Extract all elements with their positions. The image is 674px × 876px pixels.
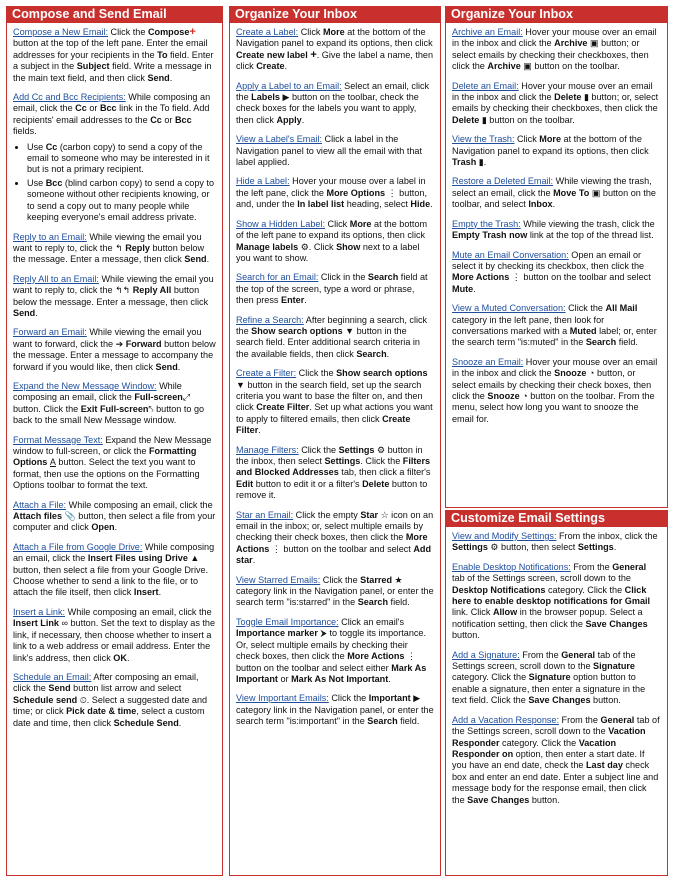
entry: Add a Vacation Response: From the General tab of the Settings screen, scroll down to the Vacation Responder category. Click the Vacation Responder on option, then enter a start date. If you have an end date, check the Last day check box and enter an end date. Enter a subject line and message body for the response email, then click the Save Changes button. — [452, 714, 660, 805]
entry: Attach a File: While composing an email, click the Attach files 📎 button, then select a file from your computer and click Open. — [13, 499, 216, 533]
archive-icon: ▣ — [523, 61, 532, 72]
column-organize-2 — [445, 6, 668, 876]
more-options-icon: ⋮ — [271, 543, 281, 554]
entry-term: Attach a File from Google Drive: — [13, 541, 143, 552]
list-item: • Use Bcc (blind carbon copy) to send a copy to someone without other recipients knowing, or to send a copy out to many people while keeping everyone's email address private. — [27, 178, 216, 224]
entry: Reply to an Email: While viewing the email you want to reply to, click the ↰ Reply button below the message. Enter a message, then click Send. — [13, 231, 210, 265]
entry: Refine a Search: After beginning a search, click the Show search options ▼ button in the search field. Enter additional search criteria in the available fields, then click Search. — [236, 314, 428, 359]
entry: View and Modify Settings: From the inbox, click the Settings ⚙ button, then select Settings. — [452, 531, 658, 553]
entry-term: Attach a File: — [13, 499, 67, 510]
entry-term: Empty the Trash: — [452, 218, 521, 229]
entry: Enable Desktop Notifications: From the General tab of the Settings screen, scroll down to the Desktop Notifications category. Click the Click here to enable desktop notifications for Gmail link. Click Allow in the browser popup. Select a notification setting, then click the Save Changes button. — [452, 561, 651, 641]
caret-down-icon: ▼ — [345, 325, 355, 336]
entry: Attach a File from Google Drive: While composing an email, click the Insert Files using Drive ▲ button, then select a file from your Google Drive. Choose whether to send a link to the file, or to attach the file itself, then click Insert. — [13, 541, 215, 598]
section-body — [445, 527, 668, 876]
entry: Snooze an Email: Hover your mouse over an email in the inbox and click the Snooze ◔ button, or select emails by checking their check boxes, then click the Snooze ◔ button on the toolbar. From the menu, select how long you want to snooze the email for. — [452, 356, 658, 424]
entry: Reply All to an Email: While viewing the email you want to reply to, click the ↰↰ Reply All button below the message. Enter a message, then click Send. — [13, 273, 214, 318]
plus-icon: + — [310, 48, 317, 61]
entry-term: Enable Desktop Notifications: — [452, 561, 571, 572]
entry: Restore a Deleted Email: While viewing the trash, select an email, click the Move To ▣ button on the toolbar, and select Inbox. — [452, 176, 656, 210]
entry: Add a Signature: From the General tab of the Settings screen, scroll down to the Signature category. Click the Signature option button to enable a signature, then enter a signature in the text field. Click the Save Changes button. — [452, 649, 646, 706]
section-body — [6, 23, 223, 876]
caret-down-icon: ▼ — [236, 379, 245, 390]
entry-term: Expand the New Message Window: — [13, 380, 157, 391]
trash-icon: ▮ — [583, 92, 589, 103]
entry-term: Hide a Label: — [236, 176, 290, 187]
trash-icon: ▮ — [481, 114, 487, 125]
section-header: Compose and Send Email — [6, 6, 223, 23]
entry: Show a Hidden Label: Click More at the bottom of the left pane to expand its options, then click Manage labels ⚙. Click Show next to a label you want to show. — [236, 218, 428, 263]
entry-term: Compose a New Email: — [13, 27, 109, 37]
plus-icon: + — [189, 26, 196, 38]
entry: Manage Filters: Click the Settings ⚙ button in the inbox, then select Settings. Click the Filters and Blocked Addresses tab, then click a filter's Edit button to edit it or a filter's Delete button to remove it. — [236, 444, 431, 501]
entry: View the Trash: Click More at the bottom of the Navigation panel to expand its options, then click Trash ▮. — [452, 134, 649, 168]
entry-term: Forward an Email: — [13, 327, 87, 338]
entry: Add Cc and Bcc Recipients: While composing an email, click the Cc or Bcc link in the To field. Add recipients' email addresses to the Cc or Bcc fields. — [13, 92, 211, 137]
entry-term: Create a Label: — [236, 27, 299, 37]
section-body — [229, 23, 441, 876]
more-options-icon: ⋮ — [511, 272, 521, 283]
entry-term: Apply a Label to an Email: — [236, 80, 342, 91]
trash-icon: ▮ — [478, 157, 484, 168]
forward-icon: ➔ — [115, 338, 124, 349]
entry: Empty the Trash: While viewing the trash, click the Empty Trash now link at the top of the thread list. — [452, 218, 655, 241]
entry: Create a Filter: Click the Show search options ▼ button in the search field, set up the search criteria you want to base the filter on, and then click Create Filter. Set up what actions you want to apply to filtered emails, then click Create Filter. — [236, 368, 433, 436]
reply-icon: ↰ — [115, 242, 123, 253]
list-item: • Use Cc (carbon copy) to send a copy of the email to someone who may be interested in it but is not a primary recipient. — [27, 142, 216, 176]
entry: Apply a Label to an Email: Select an email, click the Labels ▶ button on the toolbar, check the check boxes for the labels you want to apply, then click Apply. — [236, 80, 430, 125]
entry-term: Add a Signature: — [452, 649, 520, 660]
archive-icon: ▣ — [590, 38, 599, 49]
paperclip-icon: 📎 — [64, 511, 76, 522]
fullscreen-icon: ⤢ — [182, 392, 191, 403]
column-organize-1 — [229, 6, 441, 876]
entry-term: Add Cc and Bcc Recipients: — [13, 92, 126, 103]
gear-icon: ⚙ — [300, 241, 309, 252]
entry: Hide a Label: Hover your mouse over a label in the left pane, click the More Options ⋮ button, and, under the In label list heading, select Hide. — [236, 176, 433, 210]
column-compose — [6, 6, 223, 876]
entry-term: View Starred Emails: — [236, 574, 321, 585]
star-outline-icon: ☆ — [380, 509, 389, 520]
entry-term: Create a Filter: — [236, 368, 297, 379]
entry-term: Reply to an Email: — [13, 231, 87, 242]
entry: Schedule an Email: After composing an email, click the Send button list arrow and select Schedule send ⏲. Select a suggested date and time; or click Pick date & time, select a custom date and time, then click Schedule Send. — [13, 671, 208, 728]
entry: Delete an Email: Hover your mouse over an email in the inbox and click the Delete ▮ button; or, select emails by checking their checkboxes, then click the Delete ▮ button on the toolbar. — [452, 80, 659, 125]
drive-icon: ▲ — [190, 553, 200, 564]
entry: Compose a New Email: Click the Compose+ button at the top of the left pane. Enter the email addresses for your recipients in the To field. Enter a subject in the Subject field. Write a message in the main text field, and then click Send. — [13, 26, 214, 83]
entry-term: Mute an Email Conversation: — [452, 249, 569, 260]
entry-term: Format Message Text: — [13, 434, 103, 445]
entry-term: Snooze an Email: — [452, 356, 524, 367]
entry-term: Show a Hidden Label: — [236, 218, 325, 229]
entry: Archive an Email: Hover your mouse over an email in the inbox and click the Archive ▣ button; or select emails by checking their checkboxes, then click the Archive ▣ button on the toolbar. — [452, 27, 657, 72]
reply-all-icon: ↰↰ — [115, 285, 131, 296]
entry-term: Toggle Email Importance: — [236, 616, 339, 627]
entry-term: Delete an Email: — [452, 80, 519, 91]
gear-icon: ⚙ — [377, 444, 386, 455]
entry-term: View and Modify Settings: — [452, 531, 557, 541]
entry: Mute an Email Conversation: Open an email or select it by checking its checkbox, then click the More Actions ⋮ button on the toolbar and select Mute. — [452, 249, 651, 294]
entry-term: Search for an Email: — [236, 272, 319, 283]
gear-icon: ⚙ — [490, 542, 499, 553]
entry-term: Archive an Email: — [452, 27, 523, 37]
entry-term: View a Label's Email: — [236, 134, 322, 145]
entry: View a Muted Conversation: Click the All Mail category in the left pane, then look for conversations marked with a Muted label; or, enter the search term "is:muted" in the Search field. — [452, 303, 657, 348]
entry-term: Refine a Search: — [236, 314, 304, 325]
entry: Star an Email: Click the empty Star ☆ icon on an email in the inbox; or, select multiple emails by checking their check boxes, then click the More Actions ⋮ button on the toolbar and select Add star. — [236, 509, 434, 566]
entry-term: Star an Email: — [236, 509, 294, 520]
more-options-icon: ⋮ — [407, 651, 416, 662]
section-header: Organize Your Inbox — [445, 6, 668, 23]
entry-term: Add a Vacation Response: — [452, 714, 560, 725]
entry-term: Schedule an Email: — [13, 671, 92, 682]
entry: Create a Label: Click More at the bottom of the Navigation panel to expand its options, then click Create new label +. Give the label a name, then click Create. — [236, 27, 434, 72]
section-header: Customize Email Settings — [445, 510, 668, 527]
link-icon: ∞ — [61, 618, 68, 629]
star-icon: ★ — [394, 574, 403, 585]
exit-fullscreen-icon: ⤣ — [148, 403, 154, 414]
entry: View a Label's Email: Click a label in the Navigation panel to view all the email with that label applied. — [236, 134, 423, 168]
importance-marker-icon: ⮞ — [320, 628, 327, 639]
format-icon: A — [49, 457, 56, 468]
entry: Toggle Email Importance: Click an email's Importance marker ⮞ to toggle its importance. Or, select multiple emails by checking their check boxes, then click the More Actions ⋮ button on the toolbar and select either Mark As Important or Mark As Not Important. — [236, 616, 427, 684]
entry-term: Insert a Link: — [13, 606, 66, 617]
section-body — [445, 23, 668, 508]
entry: Format Message Text: Expand the New Message window to full-screen, or click the Formatting Options A button. Select the text you want to format, then use the options on the Formatting Options toolbar to format the text. — [13, 434, 212, 491]
schedule-icon: ⏲ — [79, 694, 87, 705]
label-icon: ▶ — [282, 92, 290, 103]
cc-bcc-bullets — [13, 142, 216, 224]
entry-term: Reply All to an Email: — [13, 273, 99, 284]
entry-term: Restore a Deleted Email: — [452, 176, 554, 187]
entry: Forward an Email: While viewing the email you want to forward, click the ➔ Forward button below the message. Enter a message to accompany the forward if you would like, then click Send. — [13, 327, 216, 372]
more-options-icon: ⋮ — [387, 187, 397, 198]
entry-term: View the Trash: — [452, 134, 515, 145]
entry-term: View Important Emails: — [236, 693, 329, 704]
entry: View Important Emails: Click the Important ▶ category link in the Navigation panel, or enter the search term "is:important" in the Search field. — [236, 693, 434, 727]
entry-term: View a Muted Conversation: — [452, 303, 566, 314]
entry: Expand the New Message Window: While composing an email, click the Full-screen⤢ button. Click the Exit Full-screen⤣ button to go back to the small New Message window. — [13, 380, 205, 426]
entry: Insert a Link: While composing an email, click the Insert Link ∞ button. Set the text to display as the link, if necessary, then choose whether to insert a link to a web address or email address. Enter the link's address, then click OK. — [13, 606, 216, 663]
move-to-icon: ▣ — [591, 187, 601, 198]
entry: Search for an Email: Click in the Search field at the top of the screen, type a word or phrase, then press Enter. — [236, 272, 428, 306]
important-icon: ▶ — [413, 693, 421, 704]
section-header: Organize Your Inbox — [229, 6, 441, 23]
entry: View Starred Emails: Click the Starred ★ category link in the Navigation panel, or enter the search term "is:starred" in the Search field. — [236, 574, 434, 608]
clock-icon: ◔ — [589, 368, 595, 379]
entry-term: Manage Filters: — [236, 444, 299, 455]
clock-icon: ◔ — [522, 390, 528, 401]
